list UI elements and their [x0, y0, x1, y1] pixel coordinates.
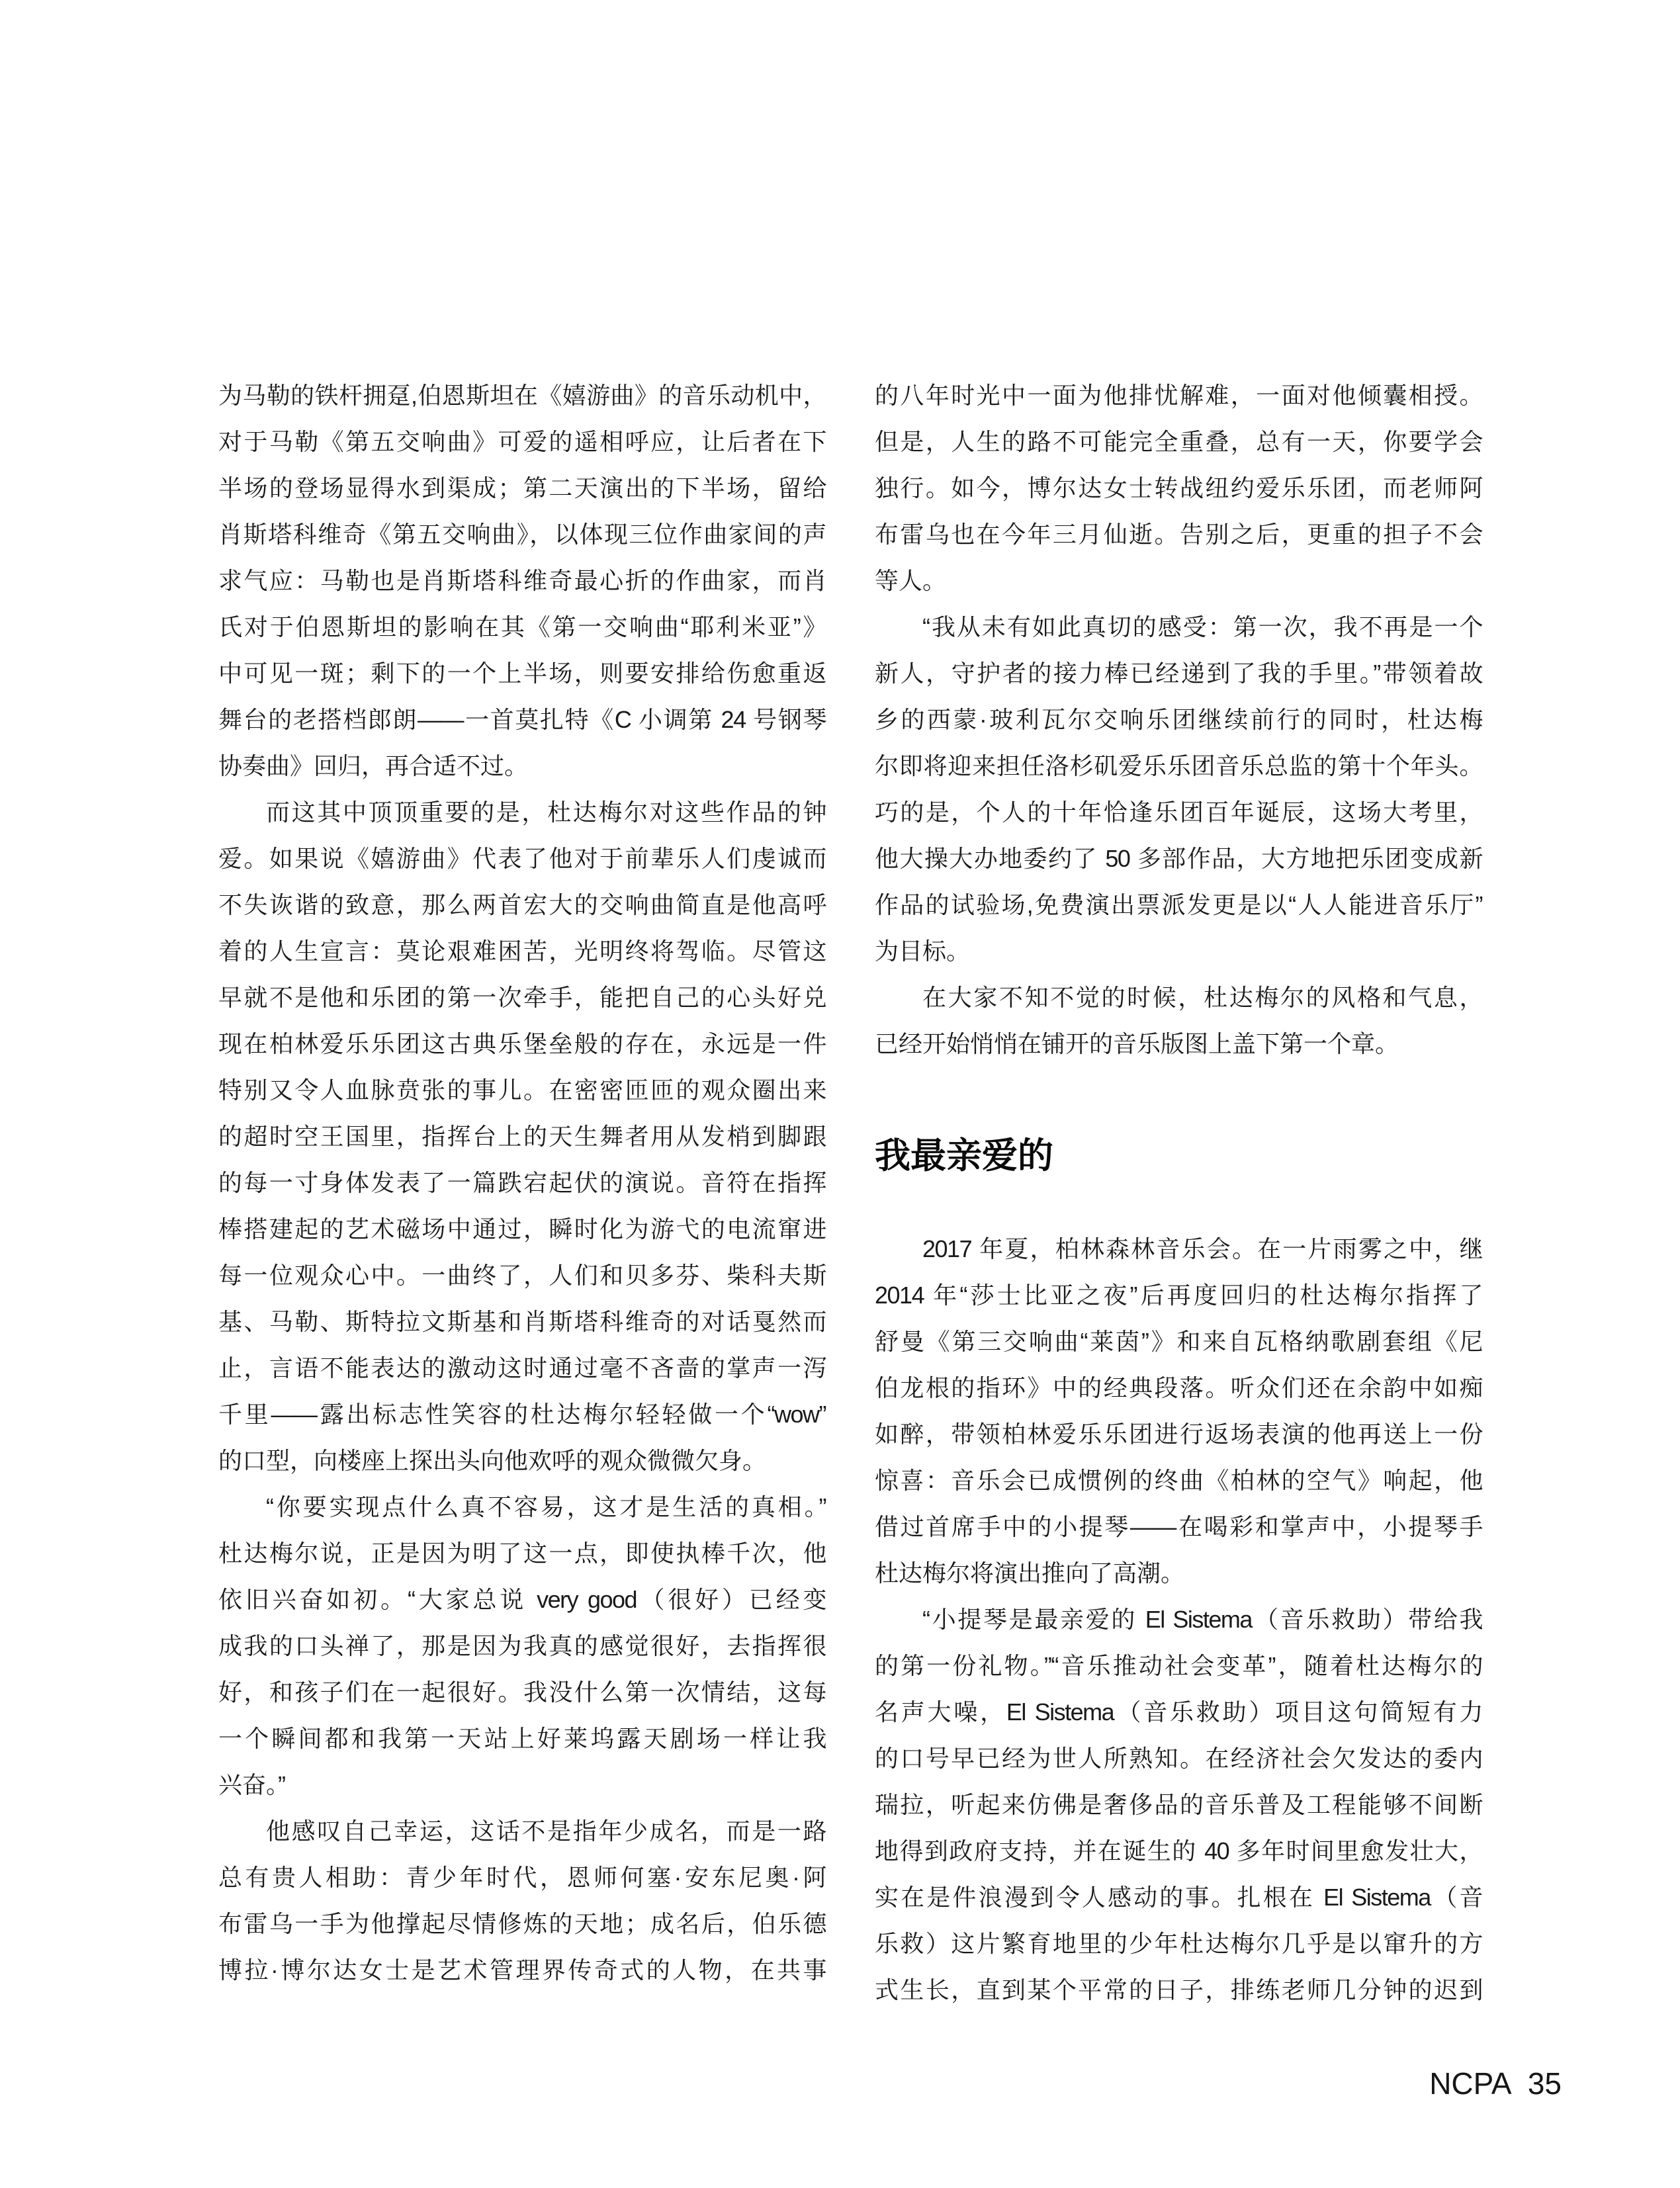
text-line: 兴奋。” [218, 1771, 286, 1798]
text-line: 总有贵人相助：青少年时代，恩师何塞·安东尼奥·阿 [218, 1864, 826, 1891]
text-line: 现在柏林爱乐乐团这古典乐堡垒般的存在，永远是一件 [218, 1030, 826, 1057]
text-line: 的超时空王国里，指挥台上的天生舞者用从发梢到脚跟 [218, 1123, 826, 1150]
text-line: 为马勒的铁杆拥趸,伯恩斯坦在《嬉游曲》的音乐动机中， [218, 382, 826, 409]
text-line: 实在是件浪漫到令人感动的事。扎根在 El Sistema（音 [875, 1884, 1482, 1911]
text-line: 肖斯塔科维奇《第五交响曲》，以体现三位作曲家间的声 [218, 521, 826, 548]
text-line: 的第一份礼物。”“音乐推动社会变革”，随着杜达梅尔的 [875, 1652, 1482, 1679]
text-line: 对于马勒《第五交响曲》可爱的遥相呼应，让后者在下 [218, 428, 826, 455]
text-line: 乐救）这片繁育地里的少年杜达梅尔几乎是以窜升的方 [875, 1930, 1482, 1957]
article-left-column [218, 372, 826, 1993]
text-line: “你要实现点什么真不容易，这才是生活的真相。” [266, 1493, 826, 1520]
text-line: 布雷乌也在今年三月仙逝。告别之后，更重的担子不会 [875, 521, 1482, 548]
text-line: 尔即将迎来担任洛杉矶爱乐乐团音乐总监的第十个年头。 [875, 752, 1482, 779]
text-line: 止，言语不能表达的激动这时通过毫不吝啬的掌声一泻 [218, 1354, 826, 1381]
text-line: 为目标。 [875, 938, 971, 965]
text-line: 舞台的老搭档郎朗——一首莫扎特《C 小调第 24 号钢琴 [218, 706, 826, 733]
page-number: NCPA 35 [1429, 2066, 1562, 2101]
text-line: 成我的口头禅了，那是因为我真的感觉很好，去指挥很 [218, 1632, 826, 1659]
text-line: 舒曼《第三交响曲“莱茵”》和来自瓦格纳歌剧套组《尼 [875, 1328, 1482, 1355]
text-line: 中可见一斑；剩下的一个上半场，则要安排给伤愈重返 [218, 660, 826, 687]
text-line: 半场的登场显得水到渠成；第二天演出的下半场，留给 [218, 474, 826, 502]
text-line: 而这其中顶顶重要的是，杜达梅尔对这些作品的钟 [266, 799, 826, 826]
text-line: 已经开始悄悄在铺开的音乐版图上盖下第一个章。 [875, 1030, 1399, 1057]
text-line: 好，和孩子们在一起很好。我没什么第一次情结，这每 [218, 1679, 826, 1706]
text-line: 乡的西蒙·玻利瓦尔交响乐团继续前行的同时，杜达梅 [875, 706, 1482, 733]
text-line: 的口型，向楼座上探出头向他欢呼的观众微微欠身。 [218, 1447, 767, 1474]
text-line: 每一位观众心中。一曲终了，人们和贝多芬、柴科夫斯 [218, 1262, 826, 1289]
text-line: 的口号早已经为世人所熟知。在经济社会欠发达的委内 [875, 1745, 1482, 1772]
text-line: 着的人生宣言：莫论艰难困苦，光明终将驾临。尽管这 [218, 938, 826, 965]
text-line: 爱。如果说《嬉游曲》代表了他对于前辈乐人们虔诚而 [218, 845, 826, 872]
text-line: 棒搭建起的艺术磁场中通过，瞬时化为游弋的电流窜进 [218, 1215, 826, 1243]
text-line: “我从未有如此真切的感受：第一次，我不再是一个 [922, 613, 1482, 640]
section-heading: 我最亲爱的 [875, 1136, 1053, 1176]
text-line: 的八年时光中一面为他排忧解难，一面对他倾囊相授。 [875, 382, 1482, 409]
text-line: 2014 年“莎士比亚之夜”后再度回归的杜达梅尔指挥了 [875, 1282, 1482, 1309]
text-line: 等人。 [875, 567, 947, 594]
text-line: 惊喜：音乐会已成惯例的终曲《柏林的空气》响起，他 [875, 1467, 1482, 1494]
text-line: 新人，守护者的接力棒已经递到了我的手里。”带领着故 [875, 660, 1482, 687]
text-line: 独行。如今，博尔达女士转战纽约爱乐乐团，而老师阿 [875, 474, 1482, 502]
text-line: “小提琴是最亲爱的 El Sistema（音乐救助）带给我 [922, 1606, 1482, 1633]
text-line: 协奏曲》回归，再合适不过。 [218, 752, 529, 779]
text-line: 他感叹自己幸运，这话不是指年少成名，而是一路 [266, 1817, 826, 1845]
text-line: 2017 年夏，柏林森林音乐会。在一片雨雾之中，继 [922, 1235, 1482, 1262]
text-line: 式生长，直到某个平常的日子，排练老师几分钟的迟到 [875, 1976, 1482, 2003]
text-line: 氏对于伯恩斯坦的影响在其《第一交响曲“耶利米亚”》 [218, 613, 826, 640]
text-line: 名声大噪，El Sistema（音乐救助）项目这句简短有力 [875, 1698, 1482, 1726]
text-line: 地得到政府支持，并在诞生的 40 多年时间里愈发壮大， [875, 1837, 1482, 1864]
text-line: 求气应：马勒也是肖斯塔科维奇最心折的作曲家，而肖 [218, 567, 826, 594]
text-line: 瑞拉，听起来仿佛是奢侈品的音乐普及工程能够不间断 [875, 1791, 1482, 1818]
article-right-column [875, 372, 1482, 2013]
text-line: 不失诙谐的致意，那么两首宏大的交响曲简直是他高呼 [218, 891, 826, 918]
text-line: 作品的试验场,免费演出票派发更是以“人人能进音乐厅” [875, 891, 1482, 918]
text-line: 依旧兴奋如初。“大家总说 very good（很好）已经变 [218, 1586, 826, 1613]
text-line: 伯龙根的指环》中的经典段落。听众们还在余韵中如痴 [875, 1374, 1482, 1401]
text-line: 一个瞬间都和我第一天站上好莱坞露天剧场一样让我 [218, 1725, 826, 1752]
text-line: 他大操大办地委约了 50 多部作品，大方地把乐团变成新 [875, 845, 1482, 872]
text-line: 但是，人生的路不可能完全重叠，总有一天，你要学会 [875, 428, 1482, 455]
text-line: 千里——露出标志性笑容的杜达梅尔轻轻做一个“wow” [218, 1401, 826, 1428]
text-line: 布雷乌一手为他撑起尽情修炼的天地；成名后，伯乐德 [218, 1910, 826, 1937]
text-line: 如醉，带领柏林爱乐乐团进行返场表演的他再送上一份 [875, 1421, 1482, 1448]
text-line: 基、马勒、斯特拉文斯基和肖斯塔科维奇的对话戛然而 [218, 1308, 826, 1335]
text-line: 巧的是，个人的十年恰逢乐团百年诞辰，这场大考里， [875, 799, 1482, 826]
text-line: 博拉·博尔达女士是艺术管理界传奇式的人物，在共事 [218, 1956, 826, 1984]
text-line: 早就不是他和乐团的第一次牵手，能把自己的心头好兑 [218, 984, 826, 1011]
text-line: 借过首席手中的小提琴——在喝彩和掌声中，小提琴手 [875, 1513, 1482, 1540]
text-line: 特别又令人血脉贲张的事儿。在密密匝匝的观众圈出来 [218, 1076, 826, 1104]
text-line: 杜达梅尔说，正是因为明了这一点，即使执棒千次，他 [218, 1540, 826, 1567]
text-line: 杜达梅尔将演出推向了高潮。 [875, 1559, 1185, 1587]
text-line: 的每一寸身体发表了一篇跌宕起伏的演说。音符在指挥 [218, 1169, 826, 1196]
text-line: 在大家不知不觉的时候，杜达梅尔的风格和气息， [922, 984, 1482, 1011]
